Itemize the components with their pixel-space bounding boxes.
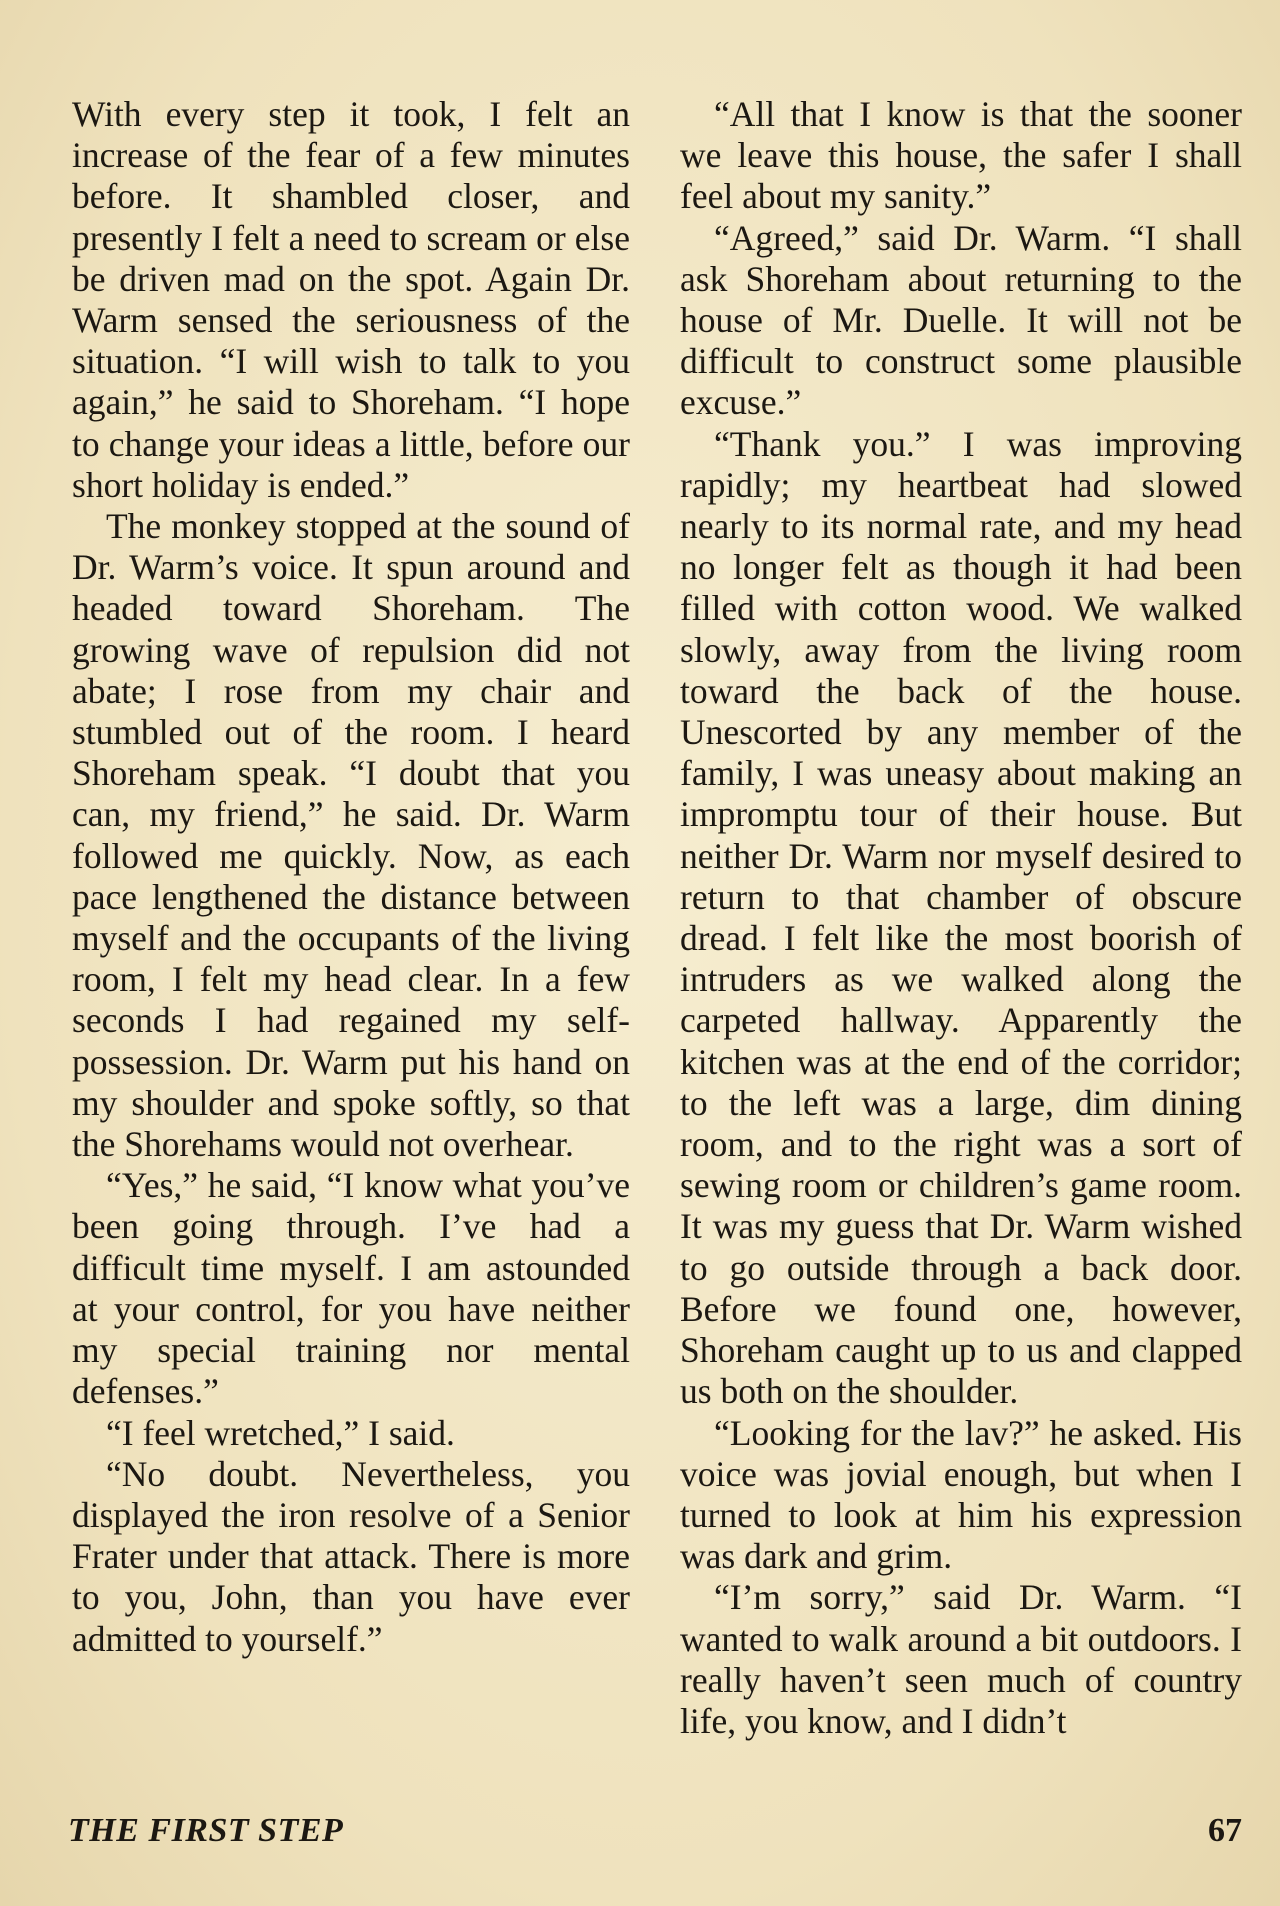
text-column-right [680, 94, 1242, 1742]
paragraph: “All that I know is that the sooner we leave this house, the safer I shall feel about my sanity.” [680, 94, 1242, 217]
page-number: 67 [1208, 1812, 1242, 1849]
paragraph: “Yes,” he said, “I know what you’ve been going through. I’ve had a difficult time myself. I am astounded at your control, for you have neither my special training nor mental defenses.” [72, 1165, 630, 1412]
paragraph: With every step it took, I felt an increase of the fear of a few minutes before. It shambled closer, and presently I felt a need to scream or else be driven mad on the spot. Again Dr. Warm sensed the seriousness of the situation. “I will wish to talk to you again,” he said to Shoreham. “I hope to change your ideas a little, before our short holiday is ended.” [72, 94, 630, 505]
text-column-left [72, 94, 630, 1660]
paragraph: The monkey stopped at the sound of Dr. Warm’s voice. It spun around and headed toward Shoreham. The growing wave of repulsion did not abate; I rose from my chair and stumbled out of the room. I heard Shoreham speak. “I doubt that you can, my friend,” he said. Dr. Warm followed me quickly. Now, as each pace lengthened the distance between myself and the occupants of the living room, I felt my head clear. In a few seconds I had regained my self-possession. Dr. Warm put his hand on my shoulder and spoke softly, so that the Shorehams would not overhear. [72, 506, 630, 1165]
paragraph: “Agreed,” said Dr. Warm. “I shall ask Shoreham about returning to the house of Mr. Duelle. It will not be difficult to construct some plausible excuse.” [680, 217, 1242, 423]
paragraph: “Thank you.” I was improving rapidly; my heartbeat had slowed nearly to its normal rate, and my head no longer felt as though it had been filled with cotton wood. We walked slowly, away from the living room toward the back of the house. Unescorted by any member of the family, I was uneasy about making an impromptu tour of their house. But neither Dr. Warm nor myself desired to return to that chamber of obscure dread. I felt like the most boorish of intruders as we walked along the carpeted hallway. Apparently the kitchen was at the end of the corridor; to the left was a large, dim dining room, and to the right was a sort of sewing room or children’s game room. It was my guess that Dr. Warm wished to go outside through a back door. Before we found one, however, Shoreham caught up to us and clapped us both on the shoulder. [680, 423, 1242, 1412]
paragraph: “I feel wretched,” I said. [106, 1412, 455, 1453]
paragraph: “Looking for the lav?” he asked. His voice was jovial enough, but when I turned to look at him his expression was dark and grim. [680, 1412, 1242, 1577]
running-footer-title: THE FIRST STEP [68, 1812, 344, 1849]
paragraph: “I’m sorry,” said Dr. Warm. “I wanted to walk around a bit outdoors. I really haven’t seen much of country life, you know, and I didn’t [680, 1577, 1242, 1741]
paragraph: “No doubt. Nevertheless, you displayed the iron resolve of a Senior Frater under that attack. There is more to you, John, than you have ever admitted to yourself.” [72, 1453, 630, 1659]
